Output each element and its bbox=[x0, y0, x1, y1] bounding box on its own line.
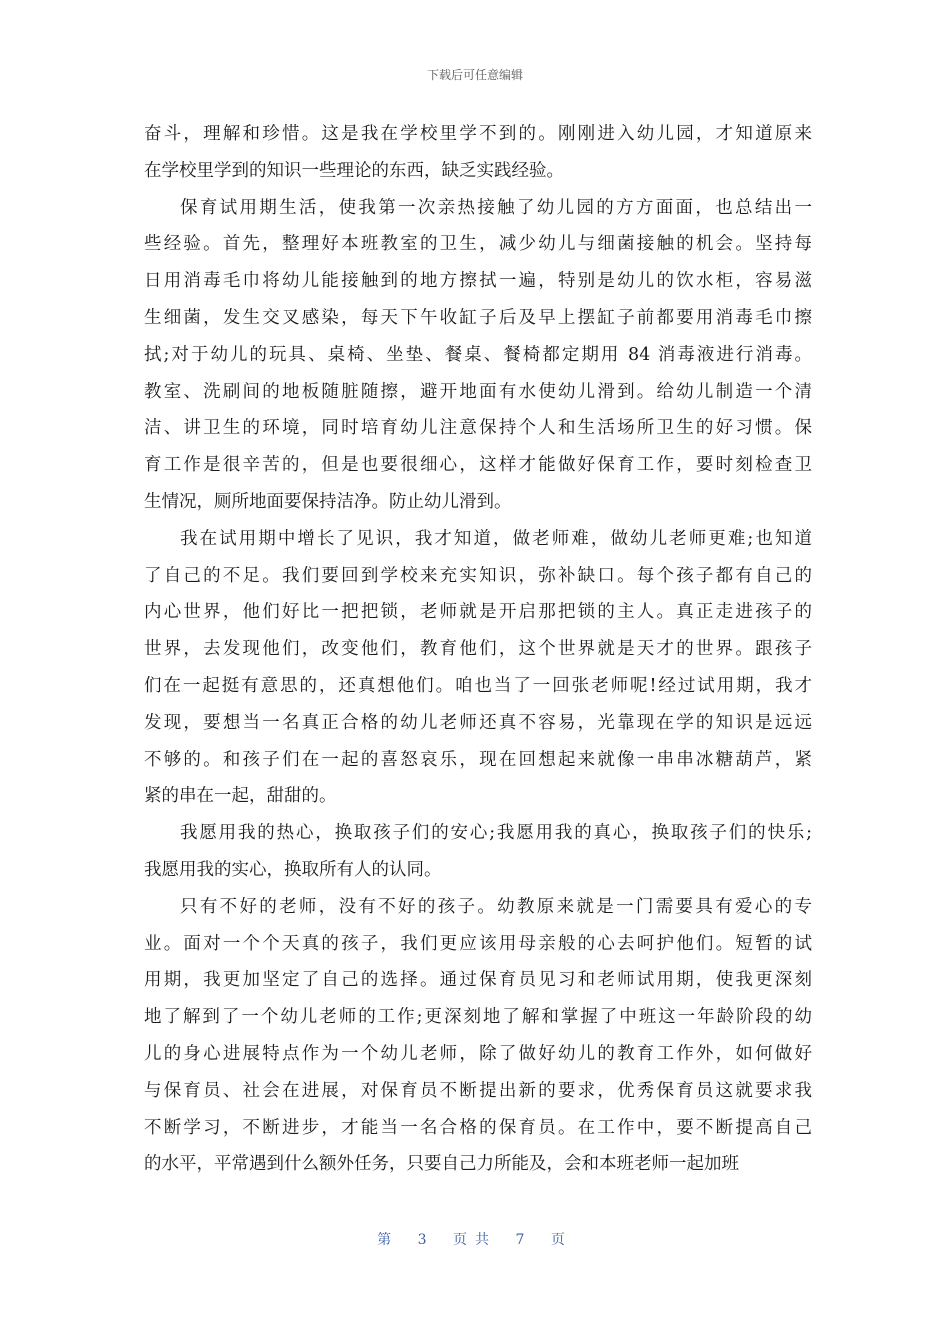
paragraph-line: 世界，去发现他们，改变他们，教育他们，这个世界就是天才的世界。跟孩子 bbox=[144, 639, 812, 660]
page-header-note: 下载后可任意编辑 bbox=[426, 68, 523, 82]
paragraph bbox=[144, 815, 812, 889]
paragraph-line: 我愿用我的实心，换取所有人的认同。 bbox=[144, 859, 442, 880]
paragraph-line: 用期，我更加坚定了自己的选择。通过保育员见习和老师试用期，使我更深刻 bbox=[144, 970, 812, 991]
paragraph-line: 们在一起挺有意思的，还真想他们。咱也当了一回张老师呢!经过试用期，我才 bbox=[144, 675, 812, 696]
paragraph-line: 拭;对于幼儿的玩具、桌椅、坐垫、餐桌、餐椅都定期用 84 消毒液进行消毒。 bbox=[144, 344, 812, 365]
paragraph-line: 与保育员、社会在进展，对保育员不断提出新的要求，优秀保育员这就要求我 bbox=[144, 1080, 812, 1101]
paragraph-line: 儿的身心进展特点作为一个幼儿老师，除了做好幼儿的教育工作外，如何做好 bbox=[144, 1043, 812, 1064]
footer-middle: 页共 bbox=[453, 1232, 497, 1248]
paragraph-line: 生细菌，发生交叉感染，每天下午收缸子后及早上摆缸子前都要用消毒毛巾擦 bbox=[144, 307, 812, 328]
paragraph bbox=[144, 116, 812, 190]
footer-suffix: 页 bbox=[550, 1232, 573, 1248]
paragraph-line: 了自己的不足。我们要回到学校来充实知识，弥补缺口。每个孩子都有自己的 bbox=[144, 565, 812, 586]
paragraph-line: 日用消毒毛巾将幼儿能接触到的地方擦拭一遍，特别是幼儿的饮水柜，容易滋 bbox=[144, 271, 812, 292]
paragraph-line: 不够的。和孩子们在一起的喜怒哀乐，现在回想起来就像一串串冰糖葫芦，紧 bbox=[144, 749, 812, 770]
paragraph-line: 的水平，平常遇到什么额外任务，只要自己力所能及，会和本班老师一起加班 bbox=[144, 1154, 739, 1175]
paragraph-line: 我愿用我的热心，换取孩子们的安心;我愿用我的真心，换取孩子们的快乐; bbox=[180, 823, 812, 844]
paragraph-line: 内心世界，他们好比一把把锁，老师就是开启那把锁的主人。真正走进孩子的 bbox=[144, 602, 812, 623]
paragraph-line: 洁、讲卫生的环境，同时培育幼儿注意保持个人和生活场所卫生的好习惯。保 bbox=[144, 418, 812, 439]
paragraph-line: 只有不好的老师，没有不好的孩子。幼教原来就是一门需要具有爱心的专 bbox=[180, 896, 812, 917]
paragraph-line: 生情况，厕所地面要保持洁净。防止幼儿滑到。 bbox=[144, 491, 512, 512]
page-footer bbox=[0, 1229, 950, 1249]
paragraph-line: 在学校里学到的知识一些理论的东西，缺乏实践经验。 bbox=[144, 160, 564, 181]
paragraph-line: 我在试用期中增长了见识，我才知道，做老师难，做幼儿老师更难;也知道 bbox=[180, 528, 812, 549]
footer-current-page: 3 bbox=[417, 1232, 435, 1248]
paragraph-line: 些经验。首先，整理好本班教室的卫生，减少幼儿与细菌接触的机会。坚持每 bbox=[144, 234, 812, 255]
paragraph-line: 不断学习，不断进步，才能当一名合格的保育员。在工作中，要不断提高自己 bbox=[144, 1117, 812, 1138]
paragraph-line: 业。面对一个个天真的孩子，我们更应该用母亲般的心去呵护他们。短暂的试 bbox=[144, 933, 812, 954]
footer-prefix: 第 bbox=[377, 1232, 400, 1248]
paragraph-line: 保育试用期生活，使我第一次亲热接触了幼儿园的方方面面，也总结出一 bbox=[180, 197, 812, 218]
paragraph bbox=[144, 521, 812, 815]
paragraph-line: 育工作是很辛苦的，但是也要很细心，这样才能做好保育工作，要时刻检查卫 bbox=[144, 455, 812, 476]
paragraph-line: 发现，要想当一名真正合格的幼儿老师还真不容易，光靠现在学的知识是远远 bbox=[144, 712, 812, 733]
paragraph-line: 紧的串在一起，甜甜的。 bbox=[144, 786, 337, 807]
paragraph bbox=[144, 190, 812, 521]
paragraph bbox=[144, 889, 812, 1183]
paragraph-line: 奋斗，理解和珍惜。这是我在学校里学不到的。刚刚进入幼儿园，才知道原来 bbox=[144, 124, 812, 144]
document-body bbox=[144, 116, 812, 1183]
paragraph-line: 地了解到了一个幼儿老师的工作;更深刻地了解和掌握了中班这一年龄阶段的幼 bbox=[144, 1007, 812, 1028]
paragraph-line: 教室、洗刷间的地板随脏随擦，避开地面有水使幼儿滑到。给幼儿制造一个清 bbox=[144, 381, 812, 402]
footer-total-pages: 7 bbox=[515, 1232, 533, 1248]
